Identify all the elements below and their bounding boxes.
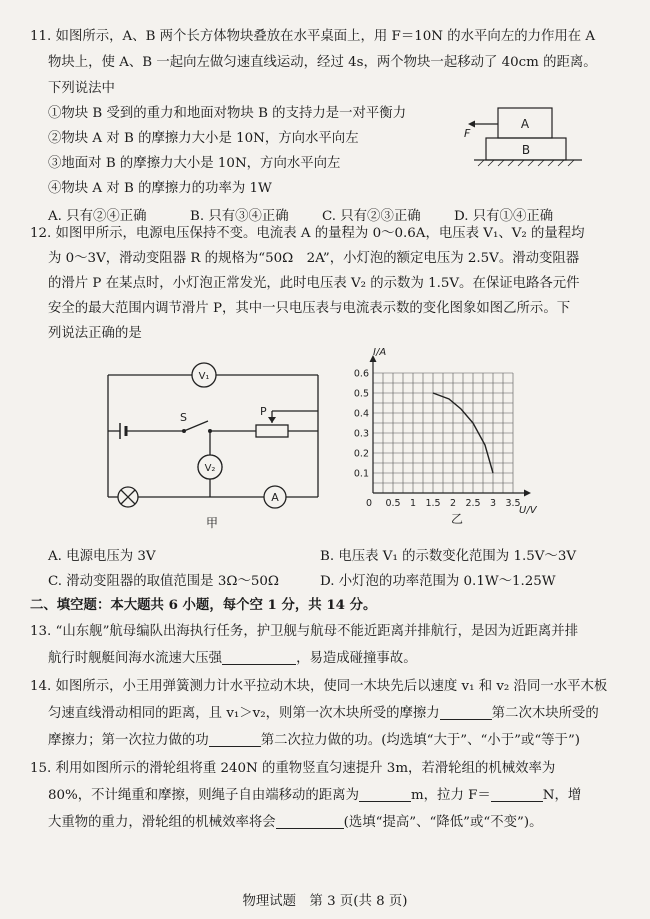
slider-arrow xyxy=(268,417,276,423)
voltmeter-v2-label: V₂ xyxy=(204,463,216,474)
y-tick-label: 0.2 xyxy=(353,448,369,460)
x-tick-label: 2.5 xyxy=(465,498,481,509)
iu-graph xyxy=(345,345,545,525)
block-a-label: A xyxy=(520,117,530,131)
q11-line-3: 下列说法中 xyxy=(48,81,115,96)
q15-blank-2[interactable] xyxy=(491,787,543,802)
q12-line-4: 安全的最大范围内调节滑片 P，其中一只电压表与电流表示数的变化图象如图乙所示。下 xyxy=(48,301,571,316)
q12-option-c: C. 滑动变阻器的取值范围是 3Ω～50Ω xyxy=(48,574,279,589)
q14-blank-1[interactable] xyxy=(440,705,492,720)
q14-text-c: 摩擦力；第一次拉力做的功 xyxy=(48,733,209,748)
q12-option-b: B. 电压表 V₁ 的示数变化范围为 1.5V～3V xyxy=(320,549,577,564)
q15-text-b: m，拉力 F＝ xyxy=(410,788,491,803)
page-footer: 物理试题 第 3 页(共 8 页) xyxy=(242,894,408,909)
graph-caption: 乙 xyxy=(450,512,464,525)
force-label: F xyxy=(464,127,471,140)
q13-text-b: ，易造成碰撞事故。 xyxy=(296,651,417,666)
q12-option-d: D. 小灯泡的功率范围为 0.1W～1.25W xyxy=(320,574,556,589)
q15-blank-3[interactable] xyxy=(276,814,344,829)
y-tick-label: 0.6 xyxy=(353,368,369,380)
circuit-caption: 甲 xyxy=(205,516,219,530)
ammeter-label: A xyxy=(271,491,279,504)
q12-line-5: 列说法正确的是 xyxy=(48,326,142,341)
q14-text-d: 第二次拉力做的功。(均选填“大于”、“小于”或“等于”) xyxy=(260,733,581,748)
q14-line-1: 14. 如图所示，小王用弹簧测力计水平拉动木块，使同一木块先后以速度 v₁ 和 v₂ 沿同一水平木板 xyxy=(30,679,608,694)
y-tick-label: 0.5 xyxy=(353,388,369,400)
q15-line-2 xyxy=(48,787,581,805)
q11-statement-1: ①物块 B 受到的重力和地面对物块 B 的支持力是一对平衡力 xyxy=(48,106,407,121)
x-tick-label: 3 xyxy=(489,498,497,509)
q13-line-2 xyxy=(48,650,417,668)
q15-text-e: (选填“提高”、“降低”或“不变”)。 xyxy=(343,815,543,830)
y-tick-label: 0.3 xyxy=(353,428,369,440)
q14-text-a: 匀速直线滑动相同的距离，且 v₁＞v₂，则第一次木块所受的摩擦力 xyxy=(48,706,440,721)
x-tick-label: 2 xyxy=(449,498,457,509)
q13-line-1: 13. “山东舰”航母编队出海执行任务，护卫舰与航母不能近距离并排航行，是因为近距离并排 xyxy=(30,624,579,639)
q15-text-a: 80%，不计绳重和摩擦，则绳子自由端移动的距离为 xyxy=(48,788,359,803)
q15-line-1: 15. 利用如图所示的滑轮组将重 240N 的重物竖直匀速提升 3m，若滑轮组的机械效率为 xyxy=(30,761,556,776)
q14-blank-2[interactable] xyxy=(209,732,261,747)
q11-option-b: B. 只有③④正确 xyxy=(190,209,289,224)
q13-blank[interactable] xyxy=(222,650,296,665)
q15-text-d: 大重物的重力，滑轮组的机械效率将会 xyxy=(48,815,276,830)
q11-statement-4: ④物块 A 对 B 的摩擦力的功率为 1W xyxy=(48,181,272,196)
x-tick-label: 1 xyxy=(409,498,417,509)
q11-statement-3: ③地面对 B 的摩擦力大小是 10N，方向水平向左 xyxy=(48,156,341,171)
y-tick-label: 0.4 xyxy=(353,408,369,420)
q11-line-2: 物块上，使 A、B 一起向左做匀速直线运动，经过 4s，两个物块一起移动了 40cm 的距离。 xyxy=(48,55,597,70)
q12-line-1: 12. 如图甲所示，电源电压保持不变。电流表 A 的量程为 0～0.6A，电压表 V₁、V₂ 的量程均 xyxy=(30,226,585,241)
x-tick-label: 1.5 xyxy=(425,498,441,509)
graph-grid xyxy=(373,373,513,493)
slider-label: P xyxy=(260,405,267,418)
q12-option-a: A. 电源电压为 3V xyxy=(48,549,156,564)
q12-line-3: 的滑片 P 在某点时，小灯泡正常发光，此时电压表 V₂ 的示数为 1.5V。在保证电路各元件 xyxy=(48,276,580,291)
block-b-label: B xyxy=(521,143,531,157)
x-tick-label: 3.5 xyxy=(505,498,521,509)
switch-label: S xyxy=(180,411,187,424)
section2-heading: 二、填空题：本大题共 6 小题，每个空 1 分，共 14 分。 xyxy=(30,597,377,613)
x-axis-arrow xyxy=(524,490,531,497)
q11-block-figure xyxy=(458,100,598,172)
q12-line-2: 为 0～3V，滑动变阻器 R 的规格为“50Ω 2A”，小灯泡的额定电压为 2.5V。滑动变阻器 xyxy=(48,251,580,266)
q14-line-2 xyxy=(48,705,599,723)
q11-line-1: 11. 如图所示，A、B 两个长方体物块叠放在水平桌面上，用 F＝10N 的水平向左的力作用在 A xyxy=(30,29,596,44)
q13-text-a: 航行时舰艇间海水流速大压强 xyxy=(48,651,223,666)
q11-option-c: C. 只有②③正确 xyxy=(322,209,421,224)
q15-text-c: N，增 xyxy=(542,788,582,803)
graph-ticks xyxy=(354,369,521,510)
q14-text-b: 第二次木块所受的 xyxy=(491,706,599,721)
q11-statement-2: ②物块 A 对 B 的摩擦力大小是 10N，方向水平向左 xyxy=(48,131,359,146)
graph-y-label: I/A xyxy=(373,347,387,358)
q15-line-3 xyxy=(48,814,542,832)
table-hatching xyxy=(478,160,574,166)
q11-option-d: D. 只有①④正确 xyxy=(454,209,554,224)
graph-x-label: U/V xyxy=(519,505,537,516)
y-tick-label: 0.1 xyxy=(353,468,369,480)
circuit-diagram xyxy=(100,355,330,540)
q14-line-3 xyxy=(48,732,580,750)
x-tick-label: 0 xyxy=(365,498,373,509)
graph-axes xyxy=(370,355,532,497)
q11-option-a: A. 只有②④正确 xyxy=(48,209,147,224)
switch-pivot xyxy=(182,429,186,433)
voltmeter-v1-label: V₁ xyxy=(198,371,210,382)
switch-contact xyxy=(208,429,212,433)
x-tick-label: 0.5 xyxy=(385,498,401,509)
q15-blank-1[interactable] xyxy=(359,787,411,802)
